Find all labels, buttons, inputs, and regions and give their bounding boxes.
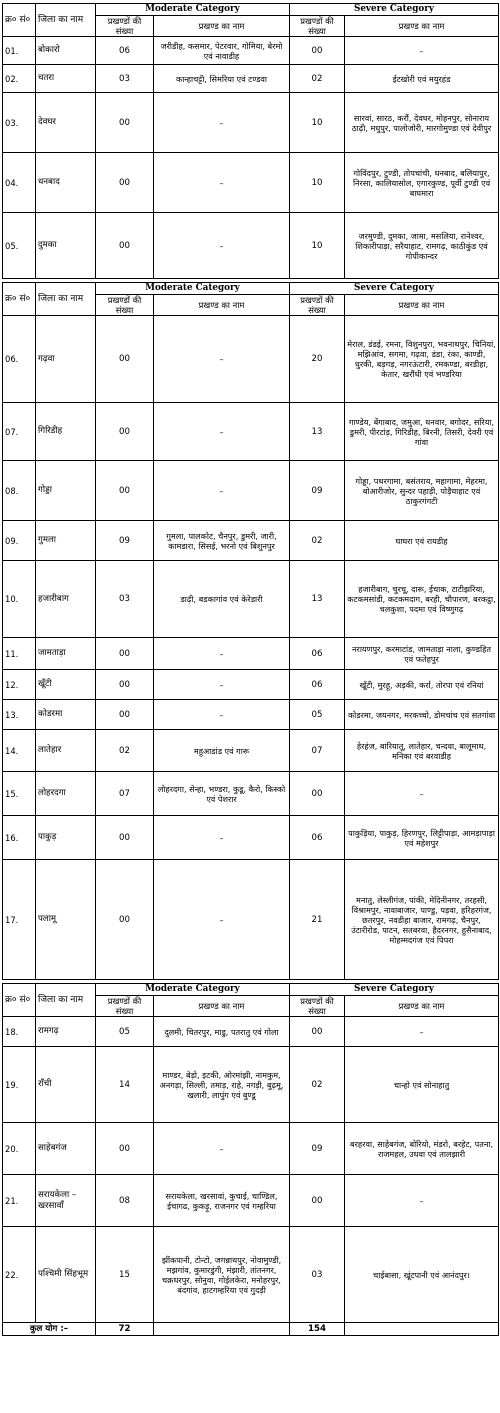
moderate-count-cell: 00 bbox=[96, 670, 154, 700]
moderate-count-cell: 08 bbox=[96, 1175, 154, 1227]
table-row bbox=[3, 816, 499, 860]
header-moderate-category: Moderate Category bbox=[96, 283, 290, 295]
header-moderate-count: प्रखण्डों की संख्या bbox=[96, 16, 154, 37]
total-moderate-blank bbox=[154, 1323, 290, 1336]
district-name-cell: रामगढ़ bbox=[36, 1017, 96, 1047]
moderate-count-cell: 00 bbox=[96, 638, 154, 670]
severe-count-cell: 20 bbox=[290, 316, 345, 403]
severe-count-cell: 10 bbox=[290, 93, 345, 153]
header-severe-blocks: प्रखण्ड का नाम bbox=[345, 16, 499, 37]
header-row-categories bbox=[3, 4, 499, 16]
severe-blocks-cell: नरायणपुर, करमाटांड, जामताड़ा नाला, कुण्डहित एवं फतेहपुर bbox=[345, 638, 499, 670]
table-row bbox=[3, 670, 499, 700]
district-name-cell: हजारीबाग bbox=[36, 561, 96, 638]
severe-count-cell: 10 bbox=[290, 213, 345, 279]
moderate-blocks-cell: – bbox=[154, 816, 290, 860]
moderate-count-cell: 09 bbox=[96, 521, 154, 561]
moderate-count-cell: 02 bbox=[96, 730, 154, 772]
table-row bbox=[3, 153, 499, 213]
table-row bbox=[3, 93, 499, 153]
district-name-cell: राँची bbox=[36, 1047, 96, 1123]
total-severe-blank bbox=[345, 1323, 499, 1336]
severe-count-cell: 02 bbox=[290, 1047, 345, 1123]
moderate-blocks-cell: – bbox=[154, 670, 290, 700]
table-row bbox=[3, 403, 499, 461]
severe-blocks-cell: गाण्डेय, बेंगाबाद, जमुआ, धनवार, बगोदर, सरिया, डुमरी, पीरटांड़, गिरिडीह, बिरनी, तिसरी, देवरी एवं गांवा bbox=[345, 403, 499, 461]
moderate-count-cell: 00 bbox=[96, 461, 154, 521]
total-row bbox=[3, 1323, 499, 1336]
severe-blocks-cell: मनातु, लेस्लीगंज, पांकी, मेदिनीनगर, तरहसी, विश्रामपुर, नावाबाजार, पाण्डु, पड़वा, हरिहरगंज, छतरपुर, नवडीहा बाजार, रामगढ़, चैनपुर, उंटारीरोड, पाटन, सतबरवा, हैदरनगर, हुसैनाबाद, मोहम्मदगंज एवं पिपरा bbox=[345, 860, 499, 980]
severe-count-cell: 00 bbox=[290, 37, 345, 65]
moderate-count-cell: 14 bbox=[96, 1047, 154, 1123]
severe-blocks-cell: चान्हो एवं सोनाहातु bbox=[345, 1047, 499, 1123]
district-name-cell: कोडरमा bbox=[36, 700, 96, 730]
severe-blocks-cell: ईटखोरी एवं मयुरहंड bbox=[345, 65, 499, 93]
moderate-blocks-cell: – bbox=[154, 153, 290, 213]
moderate-blocks-cell: जरीडीह, कसमार, पेटरवार, गोमिया, बेरमो एवं नावाडीह bbox=[154, 37, 290, 65]
severe-blocks-cell: – bbox=[345, 1175, 499, 1227]
district-name-cell: दुमका bbox=[36, 213, 96, 279]
header-moderate-count: प्रखण्डों की संख्या bbox=[96, 996, 154, 1017]
table-row bbox=[3, 521, 499, 561]
district-name-cell: पश्चिमी सिंहभूम bbox=[36, 1227, 96, 1323]
table-row bbox=[3, 37, 499, 65]
serial-number-cell: 12. bbox=[3, 670, 36, 700]
moderate-count-cell: 00 bbox=[96, 700, 154, 730]
severe-count-cell: 07 bbox=[290, 730, 345, 772]
severe-count-cell: 06 bbox=[290, 638, 345, 670]
district-name-cell: गढ़वा bbox=[36, 316, 96, 403]
severe-count-cell: 06 bbox=[290, 670, 345, 700]
severe-count-cell: 09 bbox=[290, 461, 345, 521]
moderate-blocks-cell: – bbox=[154, 1123, 290, 1175]
serial-number-cell: 11. bbox=[3, 638, 36, 670]
moderate-count-cell: 00 bbox=[96, 1123, 154, 1175]
district-name-cell: धनबाद bbox=[36, 153, 96, 213]
severe-blocks-cell: – bbox=[345, 1017, 499, 1047]
serial-number-cell: 18. bbox=[3, 1017, 36, 1047]
header-district-name: जिला का नाम bbox=[36, 984, 96, 1017]
table-row bbox=[3, 1175, 499, 1227]
moderate-count-cell: 03 bbox=[96, 65, 154, 93]
moderate-blocks-cell: सरायकेला, खरसावां, कुचाई, चाण्डिल, ईचागढ, कुकड़ू, राजनगर एवं गम्हरिया bbox=[154, 1175, 290, 1227]
severe-blocks-cell: पाकुड़िया, पाकुड़, हिरणपुर, लिट्टीपाड़ा, आमड़ापाड़ा एवं महेशपुर bbox=[345, 816, 499, 860]
header-serial-number: क्र० सं० bbox=[3, 984, 36, 1017]
severe-blocks-cell: गोविंदपुर, टुण्डी, तोपचांची, धनबाद, बलियापुर, निरसा, कालियासोल, एगारकुण्ड, पूर्वी टुण्डी एवं बाघमारा bbox=[345, 153, 499, 213]
district-name-cell: चतरा bbox=[36, 65, 96, 93]
serial-number-cell: 06. bbox=[3, 316, 36, 403]
header-severe-blocks: प्रखण्ड का नाम bbox=[345, 295, 499, 316]
moderate-blocks-cell: – bbox=[154, 461, 290, 521]
moderate-count-cell: 00 bbox=[96, 153, 154, 213]
moderate-count-cell: 00 bbox=[96, 403, 154, 461]
severe-blocks-cell: हजारीबाग, चुरचू, दारू, ईचाक, टाटीझरिया, कटकमसांडी, कटकमदाग, बरही, चौपारण, बरकट्ठा, चलकुशा, पदमा एवं विष्णुगढ़ bbox=[345, 561, 499, 638]
header-severe-category: Severe Category bbox=[290, 283, 499, 295]
header-moderate-category: Moderate Category bbox=[96, 984, 290, 996]
serial-number-cell: 07. bbox=[3, 403, 36, 461]
severe-blocks-cell: हेरहंज, बारियातू, लातेहार, चन्दवा, बालूमाथ, मनिका एवं बरवाडीह bbox=[345, 730, 499, 772]
table-row bbox=[3, 1017, 499, 1047]
header-district-name: जिला का नाम bbox=[36, 4, 96, 37]
district-name-cell: पाकुड़ bbox=[36, 816, 96, 860]
moderate-blocks-cell: – bbox=[154, 860, 290, 980]
district-name-cell: देवघर bbox=[36, 93, 96, 153]
serial-number-cell: 15. bbox=[3, 772, 36, 816]
table-row bbox=[3, 1047, 499, 1123]
header-severe-count: प्रखण्डों की संख्या bbox=[290, 996, 345, 1017]
moderate-count-cell: 00 bbox=[96, 316, 154, 403]
moderate-count-cell: 03 bbox=[96, 561, 154, 638]
moderate-blocks-cell: – bbox=[154, 213, 290, 279]
district-name-cell: गोड्डा bbox=[36, 461, 96, 521]
severe-count-cell: 06 bbox=[290, 816, 345, 860]
moderate-count-cell: 07 bbox=[96, 772, 154, 816]
district-name-cell: जामताड़ा bbox=[36, 638, 96, 670]
severe-count-cell: 00 bbox=[290, 772, 345, 816]
serial-number-cell: 22. bbox=[3, 1227, 36, 1323]
table-row bbox=[3, 1123, 499, 1175]
table-row bbox=[3, 730, 499, 772]
severe-count-cell: 13 bbox=[290, 403, 345, 461]
header-moderate-blocks: प्रखण्ड का नाम bbox=[154, 16, 290, 37]
moderate-blocks-cell: कान्हाचट्टी, सिमरिया एवं टण्डवा bbox=[154, 65, 290, 93]
header-row-categories bbox=[3, 984, 499, 996]
severe-count-cell: 10 bbox=[290, 153, 345, 213]
serial-number-cell: 01. bbox=[3, 37, 36, 65]
severe-blocks-cell: जरमुण्डी, दुमका, जामा, मसलिया, रानेश्वर, शिकारीपाड़ा, सरैयाहाट, रामगढ़, काठीकुंड एवं गोपीकान्दर bbox=[345, 213, 499, 279]
serial-number-cell: 13. bbox=[3, 700, 36, 730]
severe-count-cell: 05 bbox=[290, 700, 345, 730]
table-row bbox=[3, 860, 499, 980]
total-moderate-count: 72 bbox=[96, 1323, 154, 1336]
serial-number-cell: 02. bbox=[3, 65, 36, 93]
severe-blocks-cell: खूँटी, मुरहू, अड़की, कर्रा, तोरपा एवं रनियां bbox=[345, 670, 499, 700]
moderate-blocks-cell: डाढ़ी, बडकागांव एवं केरेडारी bbox=[154, 561, 290, 638]
severe-blocks-cell: गोड्डा, पथरगामा, बसंतराय, महागामा, मेहरमा, बोआरीजोर, सुन्दर पहाड़ी, पोड़ैयाहाट एवं ठाकुरगंगटी bbox=[345, 461, 499, 521]
moderate-count-cell: 06 bbox=[96, 37, 154, 65]
moderate-blocks-cell: – bbox=[154, 316, 290, 403]
moderate-blocks-cell: – bbox=[154, 403, 290, 461]
table-row bbox=[3, 461, 499, 521]
district-name-cell: गुमला bbox=[36, 521, 96, 561]
moderate-blocks-cell: दुलमी, चितरपुर, माडु, पतरातु एवं गोला bbox=[154, 1017, 290, 1047]
district-name-cell: बोकारो bbox=[36, 37, 96, 65]
serial-number-cell: 04. bbox=[3, 153, 36, 213]
severe-count-cell: 03 bbox=[290, 1227, 345, 1323]
header-severe-category: Severe Category bbox=[290, 4, 499, 16]
header-moderate-blocks: प्रखण्ड का नाम bbox=[154, 996, 290, 1017]
severe-count-cell: 09 bbox=[290, 1123, 345, 1175]
header-severe-count: प्रखण्डों की संख्या bbox=[290, 295, 345, 316]
district-name-cell: लातेहार bbox=[36, 730, 96, 772]
severe-blocks-cell: बरहरवा, साहेबगंज, बोरियो, मंडरो, बरहेट, पतना, राजमहल, उधवा एवं तालझारी bbox=[345, 1123, 499, 1175]
header-district-name: जिला का नाम bbox=[36, 283, 96, 316]
moderate-blocks-cell: – bbox=[154, 93, 290, 153]
moderate-count-cell: 00 bbox=[96, 816, 154, 860]
serial-number-cell: 09. bbox=[3, 521, 36, 561]
serial-number-cell: 17. bbox=[3, 860, 36, 980]
total-severe-count: 154 bbox=[290, 1323, 345, 1336]
moderate-blocks-cell: झींकपानी, टोन्टो, जगन्नाथपुर, नोवामुण्डी, मझगांव, कुमारडुंगी, मंझारी, तांतनगर, चक्रधरपुर, सोनुवा, गोईलकेरा, मनोहरपुर, बंदगांव, हाटगम्हरिया एवं गुदड़ी bbox=[154, 1227, 290, 1323]
table-row bbox=[3, 1227, 499, 1323]
header-severe-category: Severe Category bbox=[290, 984, 499, 996]
severe-count-cell: 13 bbox=[290, 561, 345, 638]
moderate-blocks-cell: गुमला, पालकोट, चैनपुर, डुमरी, जारी, कामडारा, सिसई, भरनो एवं बिशुनपुर bbox=[154, 521, 290, 561]
severe-blocks-cell: – bbox=[345, 772, 499, 816]
table-row bbox=[3, 638, 499, 670]
serial-number-cell: 10. bbox=[3, 561, 36, 638]
header-moderate-count: प्रखण्डों की संख्या bbox=[96, 295, 154, 316]
header-severe-count: प्रखण्डों की संख्या bbox=[290, 16, 345, 37]
serial-number-cell: 21. bbox=[3, 1175, 36, 1227]
table-row bbox=[3, 772, 499, 816]
serial-number-cell: 20. bbox=[3, 1123, 36, 1175]
table-row bbox=[3, 65, 499, 93]
moderate-blocks-cell: – bbox=[154, 638, 290, 670]
district-name-cell: लोहरदगा bbox=[36, 772, 96, 816]
moderate-blocks-cell: – bbox=[154, 700, 290, 730]
severe-blocks-cell: घाघरा एवं रायडीह bbox=[345, 521, 499, 561]
total-label: कुल योग :– bbox=[3, 1323, 96, 1336]
serial-number-cell: 14. bbox=[3, 730, 36, 772]
moderate-count-cell: 15 bbox=[96, 1227, 154, 1323]
severe-count-cell: 00 bbox=[290, 1175, 345, 1227]
moderate-blocks-cell: माण्डर, बेड़ो, इटकी, ओरमांझी, नामकुम, अनगड़ा, सिल्ली, तमाड़, राहे, नगड़ी, बुढ़मू, खलारी, लापुंग एवं बुण्डू bbox=[154, 1047, 290, 1123]
severe-blocks-cell: कोडरमा, जयनगर, मरकच्चो, डोमचांच एवं सतगांवा bbox=[345, 700, 499, 730]
moderate-blocks-cell: महुआडांड एवं गारू bbox=[154, 730, 290, 772]
serial-number-cell: 19. bbox=[3, 1047, 36, 1123]
severe-blocks-cell: चाईबासा, खूंटपानी एवं आनंदपुर। bbox=[345, 1227, 499, 1323]
severe-blocks-cell: मेराल, डंडई, रमना, विशुनपुरा, भवनाथपुर, चिनियां, मझिआंव, सगमा, गढ़वा, डंडा, रंका, काण्डी, धुरकी, बड़गड़, नगरऊंटारी, रमकण्डा, बरडीहा, केतार, खरौंधी एवं भण्डरिया bbox=[345, 316, 499, 403]
district-name-cell: सरायकेला –खरसावाँ bbox=[36, 1175, 96, 1227]
serial-number-cell: 16. bbox=[3, 816, 36, 860]
severe-blocks-cell: सारवां, सारठ, करौं, देवघर, मोहनपुर, सोनाराय ठाढ़ी, मधुपुर, पालोजोरी, मारगोमुण्डा एवं देवीपुर bbox=[345, 93, 499, 153]
table-body bbox=[3, 4, 499, 1336]
table-row bbox=[3, 316, 499, 403]
severe-count-cell: 00 bbox=[290, 1017, 345, 1047]
serial-number-cell: 03. bbox=[3, 93, 36, 153]
moderate-count-cell: 00 bbox=[96, 93, 154, 153]
severe-blocks-cell: – bbox=[345, 37, 499, 65]
header-serial-number: क्र० सं० bbox=[3, 4, 36, 37]
severe-count-cell: 21 bbox=[290, 860, 345, 980]
table-row bbox=[3, 561, 499, 638]
table-row bbox=[3, 700, 499, 730]
district-name-cell: साहेबगंज bbox=[36, 1123, 96, 1175]
header-serial-number: क्र० सं० bbox=[3, 283, 36, 316]
severe-count-cell: 02 bbox=[290, 65, 345, 93]
drought-blocks-table bbox=[2, 3, 499, 1336]
serial-number-cell: 05. bbox=[3, 213, 36, 279]
moderate-count-cell: 00 bbox=[96, 213, 154, 279]
moderate-count-cell: 05 bbox=[96, 1017, 154, 1047]
header-row-categories bbox=[3, 283, 499, 295]
severe-count-cell: 02 bbox=[290, 521, 345, 561]
district-name-cell: पलामू bbox=[36, 860, 96, 980]
moderate-blocks-cell: लोहरदगा, सेन्हा, भण्डरा, कुडू, कैरो, किस्को एवं पेशरार bbox=[154, 772, 290, 816]
moderate-count-cell: 00 bbox=[96, 860, 154, 980]
serial-number-cell: 08. bbox=[3, 461, 36, 521]
district-name-cell: खूँटी bbox=[36, 670, 96, 700]
table-row bbox=[3, 213, 499, 279]
header-moderate-category: Moderate Category bbox=[96, 4, 290, 16]
header-severe-blocks: प्रखण्ड का नाम bbox=[345, 996, 499, 1017]
header-moderate-blocks: प्रखण्ड का नाम bbox=[154, 295, 290, 316]
district-name-cell: गिरिडीह bbox=[36, 403, 96, 461]
